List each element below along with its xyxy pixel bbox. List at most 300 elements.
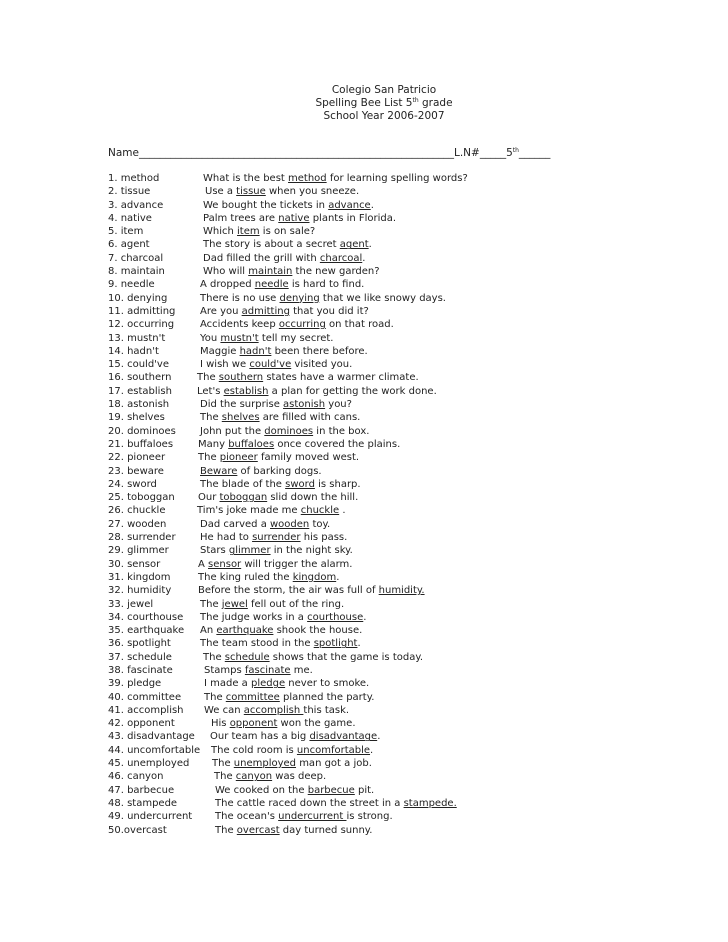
list-item bbox=[108, 770, 708, 783]
underlined-word: pledge bbox=[250, 678, 286, 690]
list-item bbox=[108, 691, 708, 704]
underlined-word: undercurrent bbox=[278, 811, 347, 823]
list-item bbox=[108, 744, 708, 757]
example-sentence bbox=[200, 278, 364, 291]
sentence-start: Palm trees are bbox=[203, 212, 279, 224]
sentence-end: is hard to find. bbox=[288, 279, 365, 291]
list-item bbox=[108, 784, 708, 797]
sentence-start: What is the best bbox=[203, 173, 289, 184]
example-sentence bbox=[200, 624, 362, 637]
spelling-word: 47. barbecue bbox=[108, 784, 175, 796]
spelling-word: 2. tissue bbox=[108, 186, 151, 198]
sentence-start: The ocean's bbox=[215, 811, 279, 823]
sentence-start: You bbox=[200, 332, 221, 344]
sentence-start: We bought the tickets in bbox=[203, 199, 329, 211]
list-item bbox=[108, 677, 708, 690]
underlined-word: dominoes bbox=[264, 425, 314, 437]
list-item bbox=[108, 371, 708, 384]
sentence-end: . bbox=[357, 638, 361, 650]
underlined-word: toboggan bbox=[219, 492, 268, 504]
underlined-word: opponent bbox=[229, 718, 278, 730]
underlined-word: pioneer bbox=[219, 452, 258, 464]
sentence-start: Stamps bbox=[204, 664, 245, 676]
sentence-start: I wish we bbox=[200, 359, 250, 371]
underlined-word: earthquake bbox=[216, 625, 274, 637]
sentence-end: . bbox=[377, 731, 381, 743]
underlined-word: spotlight bbox=[313, 638, 358, 650]
example-sentence bbox=[204, 664, 313, 677]
example-sentence bbox=[200, 358, 352, 371]
list-item bbox=[108, 411, 708, 424]
list-title-sup: th bbox=[412, 97, 419, 104]
sentence-start: The king ruled the bbox=[198, 571, 293, 583]
list-item bbox=[108, 172, 708, 185]
sentence-end: of barking dogs. bbox=[237, 465, 322, 477]
underlined-word: sensor bbox=[208, 558, 242, 570]
sentence-start: The team stood in the bbox=[200, 638, 314, 650]
sentence-start: His bbox=[211, 718, 230, 730]
spelling-word: 43. disadvantage bbox=[108, 731, 195, 743]
school-year: School Year 2006-2007 bbox=[323, 110, 445, 122]
spelling-word: 14. hadn't bbox=[108, 345, 159, 357]
sentence-start: Before the storm, the air was full of bbox=[198, 585, 379, 597]
underlined-word: native bbox=[278, 212, 310, 224]
spelling-word: 46. canyon bbox=[108, 771, 164, 783]
sentence-start: John put the bbox=[200, 425, 265, 437]
example-sentence bbox=[215, 784, 374, 797]
spelling-word: 16. southern bbox=[108, 372, 172, 384]
sentence-start: The bbox=[215, 824, 237, 836]
sentence-end: planned the party. bbox=[279, 691, 375, 703]
sentence-start: The bbox=[203, 651, 225, 663]
spelling-word: 32. humidity bbox=[108, 585, 172, 597]
spelling-word: 34. courthouse bbox=[108, 611, 184, 623]
example-sentence bbox=[211, 744, 373, 757]
example-sentence bbox=[204, 704, 349, 717]
example-sentence bbox=[204, 691, 374, 704]
example-sentence bbox=[200, 598, 344, 611]
sentence-start: The cold room is bbox=[211, 744, 297, 756]
spelling-word: 20. dominoes bbox=[108, 425, 176, 437]
sentence-start: There is no use bbox=[200, 292, 280, 304]
list-item bbox=[108, 238, 708, 251]
underlined-word: maintain bbox=[248, 266, 293, 278]
list-item bbox=[108, 212, 708, 225]
sentence-end: is sharp. bbox=[314, 478, 361, 490]
sentence-end: when you sneeze. bbox=[265, 186, 360, 198]
example-sentence bbox=[198, 584, 425, 597]
example-sentence bbox=[203, 225, 315, 238]
sentence-end: this task. bbox=[303, 704, 350, 716]
underlined-word: agent bbox=[339, 239, 369, 251]
example-sentence bbox=[212, 757, 372, 770]
underlined-word: glimmer bbox=[228, 545, 271, 557]
sentence-end: states have a warmer climate. bbox=[263, 372, 419, 384]
example-sentence bbox=[214, 770, 326, 783]
underlined-word: uncomfortable bbox=[296, 744, 371, 756]
example-sentence bbox=[198, 491, 358, 504]
sentence-end: won the game. bbox=[277, 718, 356, 730]
list-item bbox=[108, 265, 708, 278]
example-sentence bbox=[200, 332, 333, 345]
list-item bbox=[108, 797, 708, 810]
list-item bbox=[108, 385, 708, 398]
list-item bbox=[108, 624, 708, 637]
underlined-word: humidity. bbox=[378, 585, 425, 597]
sentence-start: Our bbox=[198, 492, 220, 504]
list-item bbox=[108, 451, 708, 464]
list-item bbox=[108, 425, 708, 438]
example-sentence bbox=[203, 212, 396, 225]
underlined-word: canyon bbox=[235, 771, 273, 783]
sentence-start: The bbox=[200, 598, 222, 610]
list-item bbox=[108, 199, 708, 212]
list-item bbox=[108, 345, 708, 358]
list-title-text: Spelling Bee List 5 bbox=[315, 97, 413, 109]
sentence-start: An bbox=[200, 625, 217, 637]
spelling-word: 24. sword bbox=[108, 478, 157, 490]
example-sentence bbox=[200, 318, 394, 331]
example-sentence bbox=[200, 518, 330, 531]
sentence-end: . bbox=[368, 239, 372, 251]
sentence-end: toy. bbox=[309, 518, 331, 530]
list-item bbox=[108, 292, 708, 305]
sentence-start: We can bbox=[204, 704, 244, 716]
sentence-start: Dad filled the grill with bbox=[203, 252, 320, 264]
example-sentence bbox=[215, 797, 457, 810]
list-item bbox=[108, 504, 708, 517]
sentence-start: Let's bbox=[197, 385, 224, 397]
list-item bbox=[108, 730, 708, 743]
list-item bbox=[108, 810, 708, 823]
underlined-word: astonish bbox=[283, 399, 326, 411]
list-item bbox=[108, 704, 708, 717]
spelling-word: 13. mustn't bbox=[108, 332, 166, 344]
example-sentence bbox=[200, 478, 361, 491]
list-item bbox=[108, 398, 708, 411]
example-sentence bbox=[211, 717, 356, 730]
sentence-end: . bbox=[363, 611, 367, 623]
example-sentence bbox=[198, 571, 339, 584]
sentence-end: in the box. bbox=[313, 425, 370, 437]
underlined-word: committee bbox=[225, 691, 280, 703]
example-sentence bbox=[198, 558, 352, 571]
underlined-word: wooden bbox=[270, 518, 310, 530]
sentence-start: The bbox=[214, 771, 236, 783]
sentence-start: Tim's joke made me bbox=[197, 505, 301, 517]
spelling-word: 8. maintain bbox=[108, 266, 165, 278]
list-item bbox=[108, 717, 708, 730]
underlined-word: denying bbox=[279, 292, 320, 304]
underlined-word: fascinate bbox=[244, 664, 291, 676]
example-sentence bbox=[197, 504, 346, 517]
list-item bbox=[108, 332, 708, 345]
list-title-grade: grade bbox=[418, 97, 453, 109]
example-sentence bbox=[205, 185, 359, 198]
sentence-start: The bbox=[197, 372, 219, 384]
example-sentence bbox=[200, 305, 369, 318]
sentence-start: The blade of the bbox=[200, 478, 286, 490]
sentence-end: on that road. bbox=[325, 319, 394, 331]
sentence-start: Accidents keep bbox=[200, 319, 279, 331]
underlined-word: item bbox=[237, 226, 260, 238]
list-item bbox=[108, 611, 708, 624]
sentence-end: is strong. bbox=[346, 811, 393, 823]
underlined-word: accomplish bbox=[243, 704, 304, 716]
list-item bbox=[108, 651, 708, 664]
example-sentence bbox=[200, 544, 353, 557]
example-sentence bbox=[203, 651, 423, 664]
list-item bbox=[108, 598, 708, 611]
example-sentence bbox=[203, 199, 374, 212]
sentence-end: you? bbox=[325, 399, 352, 411]
sentence-end: for learning spelling words? bbox=[326, 173, 468, 184]
sentence-start: The bbox=[204, 691, 226, 703]
document-header bbox=[0, 84, 728, 123]
sentence-start: Which bbox=[203, 226, 238, 238]
sentence-end: plants in Florida. bbox=[309, 212, 397, 224]
underlined-word: Beware bbox=[200, 465, 238, 477]
spelling-word: 28. surrender bbox=[108, 532, 176, 544]
spelling-word: 40. committee bbox=[108, 691, 182, 703]
example-sentence bbox=[215, 810, 393, 823]
spelling-word: 50.overcast bbox=[108, 824, 167, 836]
underlined-word: jewel bbox=[221, 598, 248, 610]
sentence-end: are filled with cans. bbox=[259, 412, 361, 424]
example-sentence bbox=[210, 730, 380, 743]
sentence-end: his pass. bbox=[300, 532, 348, 544]
example-sentence bbox=[200, 425, 369, 438]
example-sentence bbox=[200, 292, 446, 305]
example-sentence bbox=[204, 677, 369, 690]
sentence-end: in the night sky. bbox=[270, 545, 353, 557]
list-item bbox=[108, 252, 708, 265]
sentence-end: was deep. bbox=[272, 771, 327, 783]
spelling-word: 30. sensor bbox=[108, 558, 161, 570]
list-item bbox=[108, 318, 708, 331]
spelling-word: 26. chuckle bbox=[108, 505, 166, 517]
spelling-word: 41. accomplish bbox=[108, 704, 184, 716]
spelling-word: 39. pledge bbox=[108, 678, 162, 690]
sentence-start: Are you bbox=[200, 305, 242, 317]
sentence-end: that we like snowy days. bbox=[319, 292, 446, 304]
list-item bbox=[108, 478, 708, 491]
underlined-word: needle bbox=[254, 279, 289, 291]
spelling-word: 15. could've bbox=[108, 359, 169, 371]
sentence-end: a plan for getting the work done. bbox=[268, 385, 437, 397]
list-item bbox=[108, 438, 708, 451]
spelling-word: 36. spotlight bbox=[108, 638, 171, 650]
sentence-start: Many bbox=[198, 438, 229, 450]
spelling-word: 1. method bbox=[108, 173, 160, 184]
sentence-start: We cooked on the bbox=[215, 784, 308, 796]
list-item bbox=[108, 584, 708, 597]
underlined-word: tissue bbox=[236, 186, 266, 198]
spelling-word: 18. astonish bbox=[108, 399, 170, 411]
list-item bbox=[108, 531, 708, 544]
spelling-word: 48. stampede bbox=[108, 797, 178, 809]
name-line bbox=[108, 147, 550, 159]
example-sentence bbox=[200, 345, 368, 358]
spelling-word: 5. item bbox=[108, 226, 144, 238]
spelling-word: 17. establish bbox=[108, 385, 172, 397]
underlined-word: sword bbox=[285, 478, 315, 490]
school-name: Colegio San Patricio bbox=[331, 84, 437, 96]
spelling-word: 45. unemployed bbox=[108, 758, 190, 770]
sentence-start: The cattle raced down the street in a bbox=[215, 797, 404, 809]
list-item bbox=[108, 664, 708, 677]
list-item bbox=[108, 637, 708, 650]
underlined-word: shelves bbox=[221, 412, 260, 424]
spelling-word: 23. beware bbox=[108, 465, 164, 477]
underlined-word: overcast bbox=[236, 824, 280, 836]
name-line-tail: ______ bbox=[518, 147, 551, 159]
sentence-end: tell my secret. bbox=[258, 332, 334, 344]
sentence-start: The story is about a secret bbox=[203, 239, 340, 251]
underlined-word: stampede. bbox=[403, 797, 457, 809]
sentence-start: A bbox=[198, 558, 209, 570]
underlined-word: advance bbox=[328, 199, 371, 211]
underlined-word: southern bbox=[218, 372, 264, 384]
sentence-end: me. bbox=[290, 664, 313, 676]
underlined-word: unemployed bbox=[233, 758, 297, 770]
underlined-word: schedule bbox=[224, 651, 270, 663]
spelling-word: 42. opponent bbox=[108, 718, 175, 730]
example-sentence bbox=[215, 824, 372, 837]
list-item bbox=[108, 185, 708, 198]
list-item bbox=[108, 824, 708, 837]
list-title bbox=[0, 97, 728, 110]
underlined-word: buffaloes bbox=[228, 438, 275, 450]
sentence-end: . bbox=[370, 744, 374, 756]
example-sentence bbox=[200, 465, 322, 478]
sentence-end: . bbox=[336, 571, 340, 583]
list-item bbox=[108, 558, 708, 571]
sentence-end: the new garden? bbox=[292, 266, 380, 278]
sentence-start: Who will bbox=[203, 266, 249, 278]
sentence-end: pit. bbox=[354, 784, 375, 796]
sentence-start: Dad carved a bbox=[200, 518, 270, 530]
spelling-word: 49. undercurrent bbox=[108, 811, 193, 823]
spelling-word: 3. advance bbox=[108, 199, 164, 211]
list-item bbox=[108, 544, 708, 557]
sentence-start: Our team has a big bbox=[210, 731, 310, 743]
sentence-start: Use a bbox=[205, 186, 237, 198]
spelling-word: 12. occurring bbox=[108, 319, 175, 331]
name-line-sup: th bbox=[512, 147, 519, 154]
sentence-end: shows that the game is today. bbox=[269, 651, 423, 663]
underlined-word: surrender bbox=[252, 532, 301, 544]
sentence-end: once covered the plains. bbox=[274, 438, 401, 450]
sentence-end: shook the house. bbox=[273, 625, 363, 637]
spelling-word: 9. needle bbox=[108, 279, 155, 291]
sentence-end: . bbox=[339, 505, 346, 517]
list-item bbox=[108, 518, 708, 531]
list-item bbox=[108, 757, 708, 770]
example-sentence bbox=[200, 398, 352, 411]
list-item bbox=[108, 571, 708, 584]
underlined-word: admitting bbox=[241, 305, 290, 317]
spelling-word: 7. charcoal bbox=[108, 252, 164, 264]
sentence-end: fell out of the ring. bbox=[247, 598, 345, 610]
sentence-end: will trigger the alarm. bbox=[241, 558, 353, 570]
example-sentence bbox=[197, 385, 437, 398]
example-sentence bbox=[203, 265, 380, 278]
underlined-word: hadn't bbox=[239, 345, 272, 357]
sentence-start: A dropped bbox=[200, 279, 255, 291]
example-sentence bbox=[200, 411, 360, 424]
list-item bbox=[108, 278, 708, 291]
example-sentence bbox=[200, 531, 347, 544]
spelling-word: 6. agent bbox=[108, 239, 150, 251]
sentence-end: is on sale? bbox=[259, 226, 316, 238]
list-item bbox=[108, 465, 708, 478]
underlined-word: disadvantage bbox=[309, 731, 378, 743]
sentence-end: . bbox=[370, 199, 374, 211]
underlined-word: kingdom bbox=[292, 571, 337, 583]
example-sentence bbox=[203, 252, 365, 265]
sentence-start: I made a bbox=[204, 678, 251, 690]
spelling-word: 4. native bbox=[108, 212, 152, 224]
sentence-end: visited you. bbox=[291, 359, 353, 371]
spelling-word: 10. denying bbox=[108, 292, 168, 304]
spelling-word: 35. earthquake bbox=[108, 625, 185, 637]
underlined-word: method bbox=[288, 173, 327, 184]
sentence-end: that you did it? bbox=[289, 305, 369, 317]
underlined-word: charcoal bbox=[319, 252, 363, 264]
spelling-word: 44. uncomfortable bbox=[108, 744, 201, 756]
sentence-end: family moved west. bbox=[257, 452, 360, 464]
example-sentence bbox=[203, 172, 468, 185]
spelling-word: 22. pioneer bbox=[108, 452, 166, 464]
sentence-start: The bbox=[212, 758, 234, 770]
example-sentence bbox=[197, 371, 419, 384]
spelling-word: 11. admitting bbox=[108, 305, 176, 317]
underlined-word: courthouse bbox=[307, 611, 364, 623]
sentence-end: man got a job. bbox=[296, 758, 372, 770]
spelling-word: 27. wooden bbox=[108, 518, 167, 530]
sentence-start: The bbox=[200, 412, 222, 424]
underlined-word: occurring bbox=[278, 319, 326, 331]
list-item bbox=[108, 305, 708, 318]
example-sentence bbox=[198, 438, 400, 451]
spelling-word-list bbox=[108, 172, 708, 837]
spelling-word: 33. jewel bbox=[108, 598, 154, 610]
sentence-end: been there before. bbox=[271, 345, 368, 357]
name-line-label: Name____________________________________________________________L.N#_____5 bbox=[108, 147, 513, 159]
example-sentence bbox=[200, 611, 366, 624]
spelling-word: 37. schedule bbox=[108, 651, 172, 663]
spelling-word: 29. glimmer bbox=[108, 545, 169, 557]
sentence-start: Maggie bbox=[200, 345, 240, 357]
sentence-start: Stars bbox=[200, 545, 229, 557]
example-sentence bbox=[200, 637, 361, 650]
list-item bbox=[108, 225, 708, 238]
spelling-word: 25. toboggan bbox=[108, 492, 175, 504]
spelling-word: 19. shelves bbox=[108, 412, 165, 424]
sentence-start: He had to bbox=[200, 532, 253, 544]
spelling-word: 21. buffaloes bbox=[108, 438, 174, 450]
example-sentence bbox=[198, 451, 359, 464]
list-item bbox=[108, 358, 708, 371]
underlined-word: barbecue bbox=[307, 784, 355, 796]
underlined-word: establish bbox=[223, 385, 269, 397]
spelling-word: 31. kingdom bbox=[108, 571, 171, 583]
underlined-word: mustn't bbox=[220, 332, 259, 344]
sentence-end: slid down the hill. bbox=[267, 492, 359, 504]
underlined-word: chuckle bbox=[300, 505, 340, 517]
spelling-word: 38. fascinate bbox=[108, 664, 173, 676]
